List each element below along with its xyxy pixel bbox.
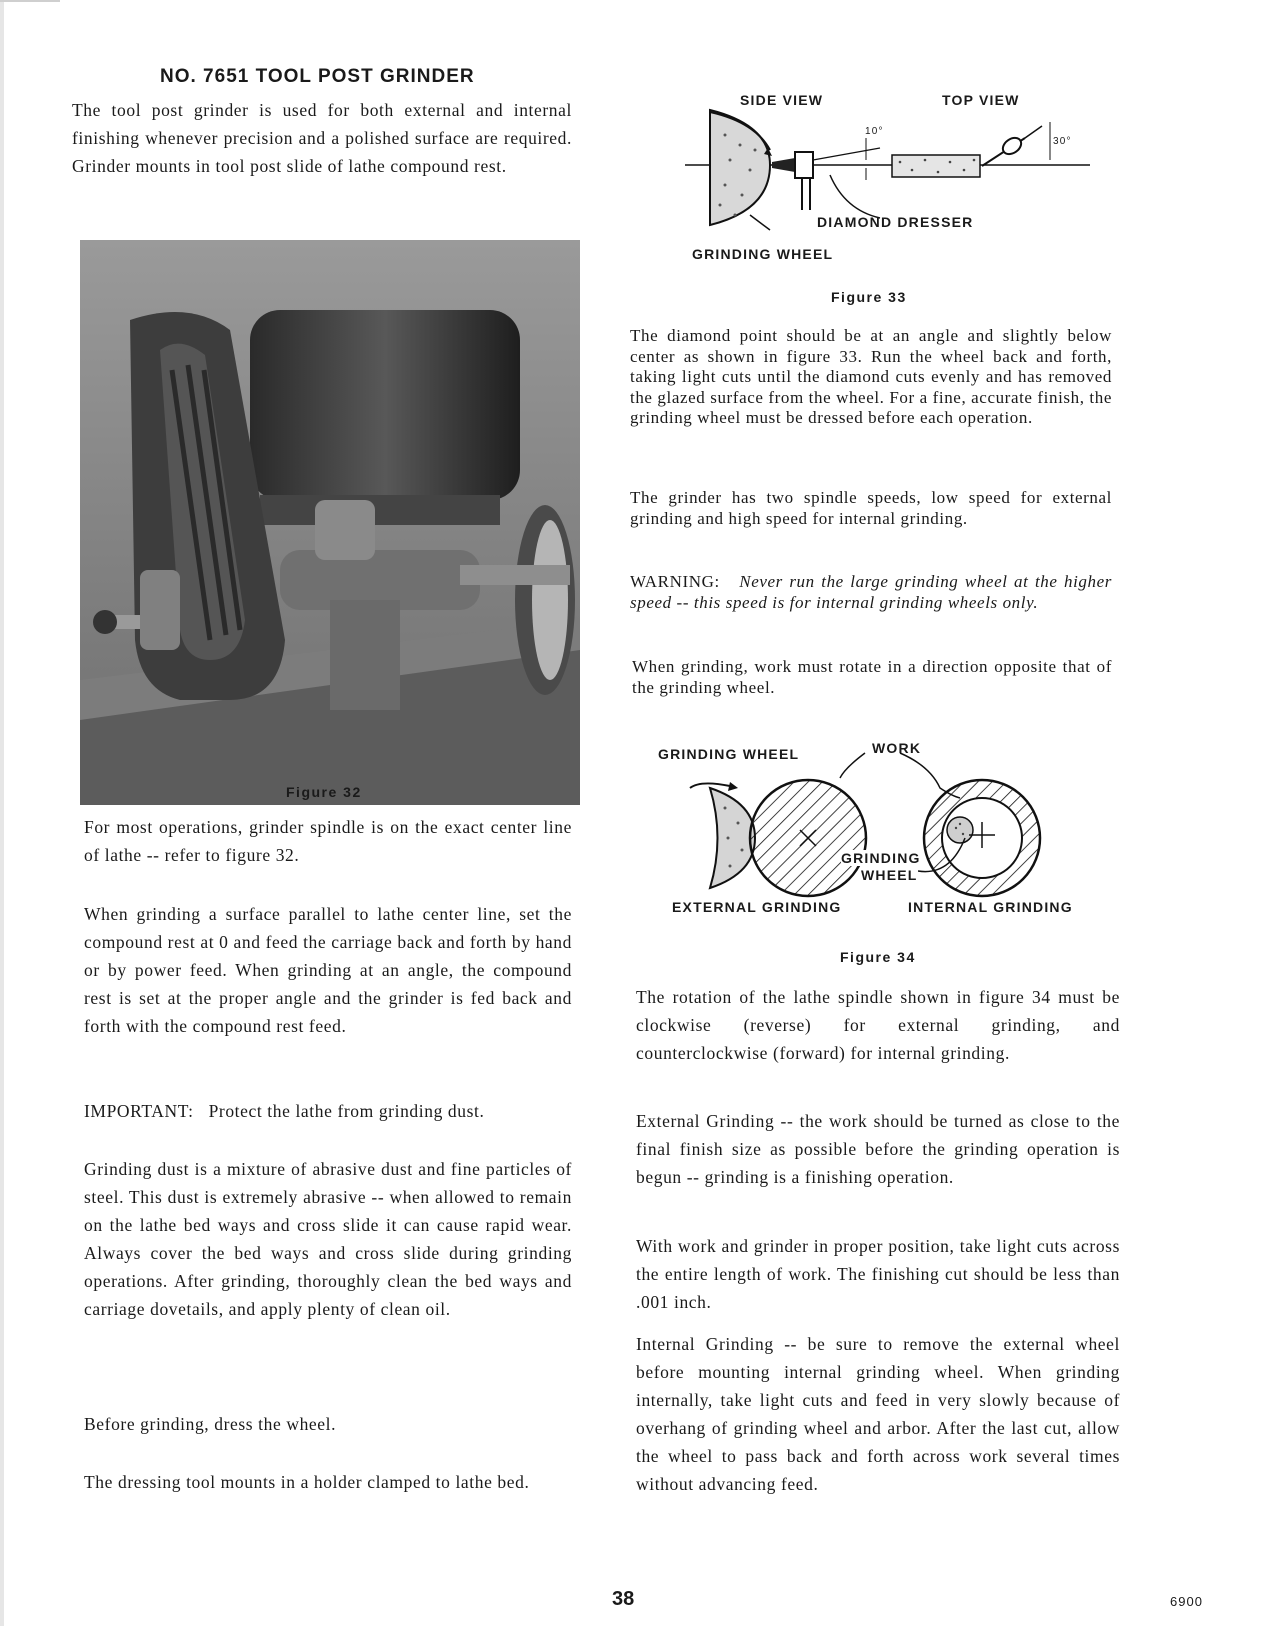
angle-30-label: 30°	[1053, 136, 1072, 147]
page-title: NO. 7651 TOOL POST GRINDER	[160, 66, 475, 87]
important-text: Protect the lathe from grinding dust.	[208, 1101, 485, 1121]
important-label: IMPORTANT:	[84, 1101, 194, 1121]
scan-top-mark	[0, 0, 60, 2]
rotation-direction-paragraph: When grinding, work must rotate in a direction opposite that of the grinding wheel.	[632, 657, 1112, 697]
figure33-caption: Figure 33	[831, 289, 907, 305]
side-view-label: SIDE VIEW	[740, 92, 824, 108]
fig34-wheel-label: WHEEL	[861, 867, 918, 883]
internal-grinding-label: INTERNAL GRINDING	[908, 899, 1073, 915]
figure32-caption: Figure 32	[286, 784, 362, 800]
fig34-grinding-label: GRINDING	[841, 850, 921, 866]
warning-text: Never run the large grinding wheel at the higher speed -- this speed is for internal grinding wheels only.	[630, 572, 1112, 612]
diamond-point-paragraph: The diamond point should be at an angle and slightly below center as shown in figure 33. Run the wheel back and forth, taking light cuts until the diamond cuts evenly and has removed the glazed surface from the wheel. For a fine, accurate finish, the grinding wheel must be dressed before each operation.	[630, 326, 1113, 427]
light-cuts-paragraph: With work and grinder in proper position, take light cuts across the entire length of work. The finishing cut should be less than .001 inch.	[636, 1236, 1120, 1312]
tool-post-grinder-illustration	[80, 240, 580, 805]
internal-grinding-paragraph: Internal Grinding -- be sure to remove the external wheel before mounting internal grinding wheel. When grinding internally, take light cuts and feed in very slowly because of overhang of grinding wheel and arbor. After the last cut, allow the wheel to pass back and forth across work several times without advancing feed.	[636, 1334, 1120, 1494]
dress-wheel-paragraph: Before grinding, dress the wheel.	[84, 1414, 337, 1434]
spindle-speeds-paragraph: The grinder has two spindle speeds, low speed for external grinding and high speed for internal grinding.	[630, 488, 1112, 528]
page-number: 38	[612, 1588, 635, 1610]
fig34-grinding-wheel-label: GRINDING WHEEL	[658, 746, 800, 762]
top-view-label: TOP VIEW	[942, 92, 1020, 108]
external-grinding-paragraph: External Grinding -- the work should be turned as close to the final finish size as possible before the grinding operation is begun -- grinding is a finishing operation.	[636, 1111, 1120, 1187]
dressing-tool-paragraph: The dressing tool mounts in a holder clamped to lathe bed.	[84, 1472, 530, 1492]
warning-label: WARNING:	[630, 572, 720, 591]
document-code: 6900	[1170, 1594, 1203, 1609]
figure32-photo	[80, 240, 580, 805]
external-grinding-label: EXTERNAL GRINDING	[672, 899, 842, 915]
parallel-grinding-paragraph: When grinding a surface parallel to lathe center line, set the compound rest at 0 and feed the carriage back and forth by hand or by power feed. When grinding at an angle, the compound rest is set at the proper angle and the grinder is fed back and forth with the compound rest feed.	[84, 904, 572, 1036]
angle-10-label: 10°	[865, 126, 884, 137]
diamond-dresser-label: DIAMOND DRESSER	[817, 214, 974, 230]
lathe-rotation-paragraph: The rotation of the lathe spindle shown in figure 34 must be clockwise (reverse) for external grinding, and counterclockwise (forward) for internal grinding.	[636, 987, 1120, 1063]
scan-edge	[0, 0, 4, 1626]
intro-paragraph: The tool post grinder is used for both external and internal finishing whenever precision and a polished surface are required. Grinder mounts in tool post slide of lathe compound rest.	[72, 100, 572, 176]
warning-paragraph	[630, 572, 1112, 613]
figure34-caption: Figure 34	[840, 949, 916, 965]
important-paragraph	[84, 1097, 584, 1125]
fig34-work-label: WORK	[872, 740, 922, 756]
grinding-wheel-label: GRINDING WHEEL	[692, 246, 834, 262]
center-line-paragraph: For most operations, grinder spindle is on the exact center line of lathe -- refer to figure 32.	[84, 817, 572, 865]
grinding-dust-paragraph: Grinding dust is a mixture of abrasive dust and fine particles of steel. This dust is extremely abrasive -- when allowed to remain on the lathe bed ways and cross slide it can cause rapid wear. Always cover the bed ways and cross slide during grinding operations. After grinding, thoroughly clean the bed ways and carriage dovetails, and apply plenty of clean oil.	[84, 1159, 572, 1319]
